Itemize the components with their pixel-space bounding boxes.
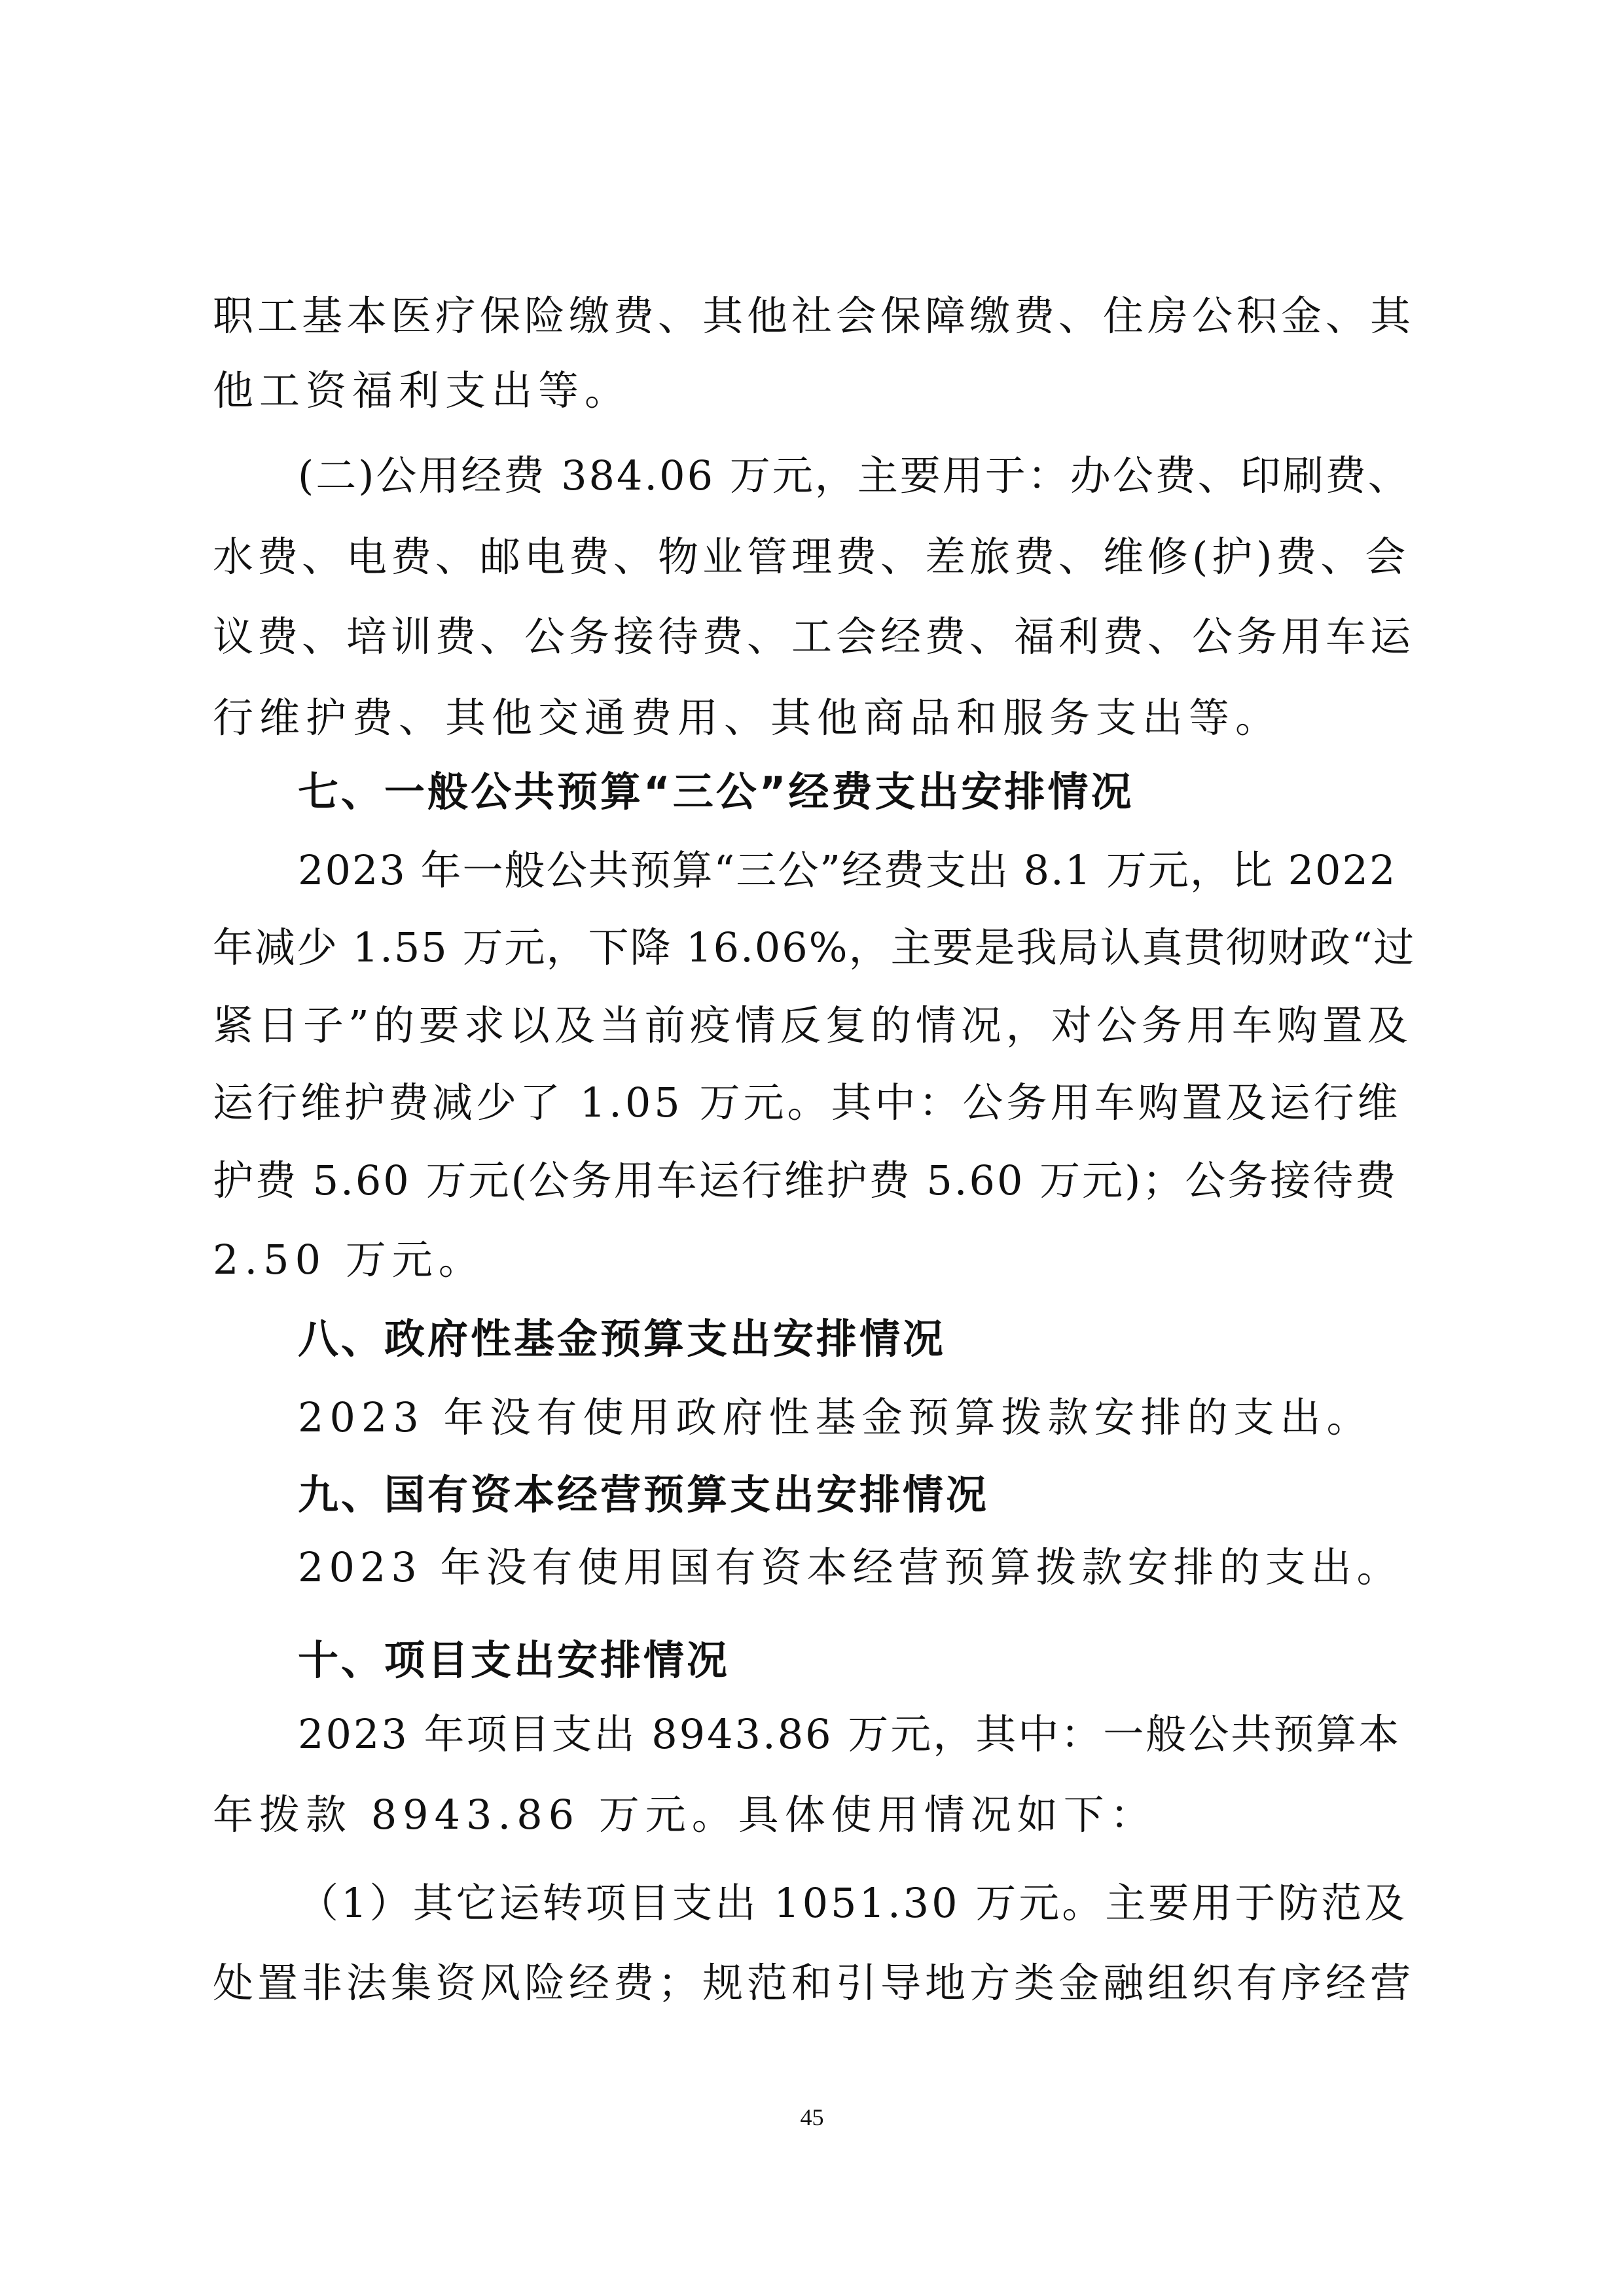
section-heading-7: 七、一般公共预算“三公”经费支出安排情况 <box>298 768 1134 816</box>
paragraph-state-capital: 2023 年没有使用国有资本经营预算拨款安排的支出。 <box>298 1543 1403 1591</box>
body-line: 处置非法集资风险经费；规范和引导地方类金融组织有序经营 <box>213 1959 1415 2007</box>
page-number: 45 <box>800 2104 824 2130</box>
body-line: 行维护费、其他交通费用、其他商品和服务支出等。 <box>213 694 1282 742</box>
body-line: 他工资福利支出等。 <box>213 367 632 414</box>
body-line: 运行维护费减少了 1.05 万元。其中：公务用车购置及运行维 <box>213 1079 1401 1126</box>
section-heading-10: 十、项目支出安排情况 <box>298 1636 731 1684</box>
section-heading-9: 九、国有资本经营预算支出安排情况 <box>298 1471 990 1518</box>
paragraph-gov-fund: 2023 年没有使用政府性基金预算拨款安排的支出。 <box>298 1393 1373 1441</box>
paragraph-project-item-1: （1）其它运转项目支出 1051.30 万元。主要用于防范及 <box>298 1879 1408 1927</box>
body-line: 水费、电费、邮电费、物业管理费、差旅费、维修(护)费、会 <box>213 533 1410 581</box>
body-line: 议费、培训费、公务接待费、工会经费、福利费、公务用车运 <box>213 613 1415 660</box>
body-line: 职工基本医疗保险缴费、其他社会保障缴费、住房公积金、其 <box>213 292 1415 340</box>
section-heading-8: 八、政府性基金预算支出安排情况 <box>298 1315 947 1363</box>
paragraph-public-expenses: (二)公用经费 384.06 万元，主要用于：办公费、印刷费、 <box>298 452 1411 499</box>
body-line: 2.50 万元。 <box>213 1236 485 1283</box>
paragraph-project-expenses: 2023 年项目支出 8943.86 万元，其中：一般公共预算本 <box>298 1710 1401 1758</box>
body-line: 紧日子”的要求以及当前疫情反复的情况，对公务用车购置及 <box>213 1001 1413 1049</box>
paragraph-three-public: 2023 年一般公共预算“三公”经费支出 8.1 万元，比 2022 <box>298 846 1397 894</box>
body-line: 年减少 1.55 万元，下降 16.06%，主要是我局认真贯彻财政“过 <box>213 924 1416 971</box>
body-line: 年拨款 8943.86 万元。具体使用情况如下： <box>213 1791 1157 1839</box>
body-line: 护费 5.60 万元(公务用车运行维护费 5.60 万元)；公务接待费 <box>213 1157 1398 1204</box>
